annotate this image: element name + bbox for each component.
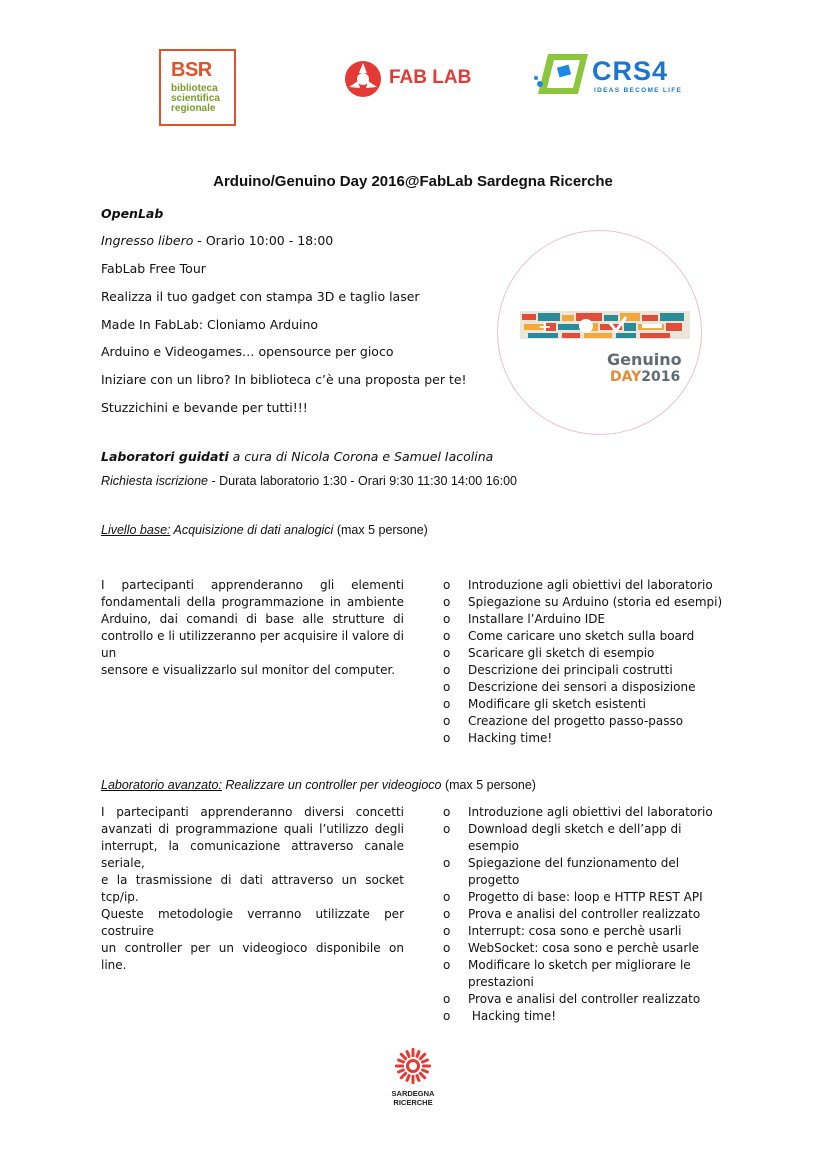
list-item: o Hacking time! xyxy=(443,731,553,745)
genuino-word: Genuino xyxy=(607,350,682,369)
base-label: Livello base: xyxy=(101,523,171,537)
advanced-topics-list xyxy=(443,804,728,1025)
list-item: o Descrizione dei principali costrutti xyxy=(443,663,673,677)
crs4-tagline: IDEAS BECOME LIFE xyxy=(594,87,683,94)
openlab-item: FabLab Free Tour xyxy=(101,261,206,276)
guided-tutors: a cura di Nicola Corona e Samuel Iacolina xyxy=(228,449,494,464)
sardegna-ricerche-logo xyxy=(388,1046,438,1116)
list-item: o Hacking time! xyxy=(443,1009,557,1023)
base-capacity: (max 5 persone) xyxy=(333,523,428,537)
entry-label: Ingresso libero xyxy=(101,233,194,248)
crs4-logo xyxy=(532,52,707,100)
list-item: o Spiegazione su Arduino (storia ed esempi) xyxy=(443,595,723,609)
bsr-logo xyxy=(159,49,236,126)
list-item: o Creazione del progetto passo-passo xyxy=(443,714,684,728)
list-item: o Interrupt: cosa sono e perchè usarli xyxy=(443,924,682,938)
bsr-logo-text: biblioteca scientifica regionale xyxy=(171,83,220,114)
list-item: o Introduzione agli obiettivi del laboratorio xyxy=(443,805,713,819)
svg-text:+: + xyxy=(538,317,552,336)
openlab-item: Arduino e Videogames… opensource per gioco xyxy=(101,344,394,359)
openlab-item: Made In FabLab: Cloniamo Arduino xyxy=(101,317,319,332)
bsr-logo-abbr: BSR xyxy=(171,59,212,81)
base-topics-list xyxy=(443,577,728,747)
guided-label: Laboratori guidati xyxy=(101,449,229,464)
list-item: o Descrizione dei sensori a disposizione xyxy=(443,680,696,694)
advanced-title: Realizzare un controller per videogioco xyxy=(221,778,442,792)
openlab-item: Realizza il tuo gadget con stampa 3D e taglio laser xyxy=(101,289,420,304)
fablab-logo xyxy=(343,57,475,101)
advanced-description: I partecipanti apprenderanno diversi concetti avanzati di programmazione quali l’utilizzo degli interrupt, la comunicazione attraverso canale seriale, e la trasmissione di dati attraverso un socket tcp/ip. Queste metodologie verranno utilizzate per costruire un controller per un videogioco disponibile on line. xyxy=(101,805,404,972)
openlab-heading: OpenLab xyxy=(101,206,164,221)
list-item: o Modificare gli sketch esistenti xyxy=(443,697,646,711)
sun-icon xyxy=(393,1046,433,1086)
genuino-pattern-icon xyxy=(498,231,702,435)
genuino-day: DAY2016 xyxy=(610,369,681,385)
openlab-item: Stuzzichini e bevande per tutti!!! xyxy=(101,400,308,415)
list-item: o Download degli sketch e dell’app di esempio xyxy=(443,822,682,853)
base-heading xyxy=(101,523,428,537)
base-description: I partecipanti apprenderanno gli elementi fondamentali della programmazione in ambiente Arduino, dai comandi di base alle strutture di controllo e li utilizzeranno per acquisire il valore di un sensore e visualizzarlo sul monitor del computer. xyxy=(101,578,404,677)
list-item: o Come caricare uno sketch sulla board xyxy=(443,629,695,643)
entry-hours: - Orario 10:00 - 18:00 xyxy=(193,233,334,248)
openlab-item: Iniziare con un libro? In biblioteca c’è una proposta per te! xyxy=(101,372,467,387)
list-item: o Prova e analisi del controller realizzato xyxy=(443,992,701,1006)
sardegna-ricerche-text: SARDEGNA RICERCHE xyxy=(391,1089,435,1107)
list-item: o Modificare lo sketch per migliorare le prestazioni xyxy=(443,958,691,989)
list-item: o Prova e analisi del controller realizzato xyxy=(443,907,701,921)
advanced-heading xyxy=(101,778,536,792)
registration-label: Richiesta iscrizione xyxy=(101,474,208,488)
advanced-label: Laboratorio avanzato: xyxy=(101,778,222,792)
openlab-entry xyxy=(101,233,333,248)
genuino-day-logo xyxy=(497,230,702,435)
list-item: o Spiegazione del funzionamento del progetto xyxy=(443,856,680,887)
crs4-emblem-icon xyxy=(532,52,592,98)
guided-registration xyxy=(101,474,517,488)
fablab-logo-text: FAB LAB xyxy=(389,67,472,88)
registration-details: - Durata laboratorio 1:30 - Orari 9:30 11:30 14:00 16:00 xyxy=(207,474,517,488)
page-title: Arduino/Genuino Day 2016@FabLab Sardegna Ricerche xyxy=(213,173,613,190)
guided-heading xyxy=(101,449,493,464)
list-item: o Introduzione agli obiettivi del laboratorio xyxy=(443,578,713,592)
list-item: o Installare l’Arduino IDE xyxy=(443,612,606,626)
base-title: Acquisizione di dati analogici xyxy=(170,523,334,537)
fablab-emblem-icon xyxy=(343,59,383,99)
advanced-capacity: (max 5 persone) xyxy=(441,778,536,792)
list-item: o Progetto di base: loop e HTTP REST API xyxy=(443,890,703,904)
crs4-logo-text: CRS4 xyxy=(592,56,669,86)
list-item: o Scaricare gli sketch di esempio xyxy=(443,646,655,660)
list-item: o WebSocket: cosa sono e perchè usarle xyxy=(443,941,700,955)
